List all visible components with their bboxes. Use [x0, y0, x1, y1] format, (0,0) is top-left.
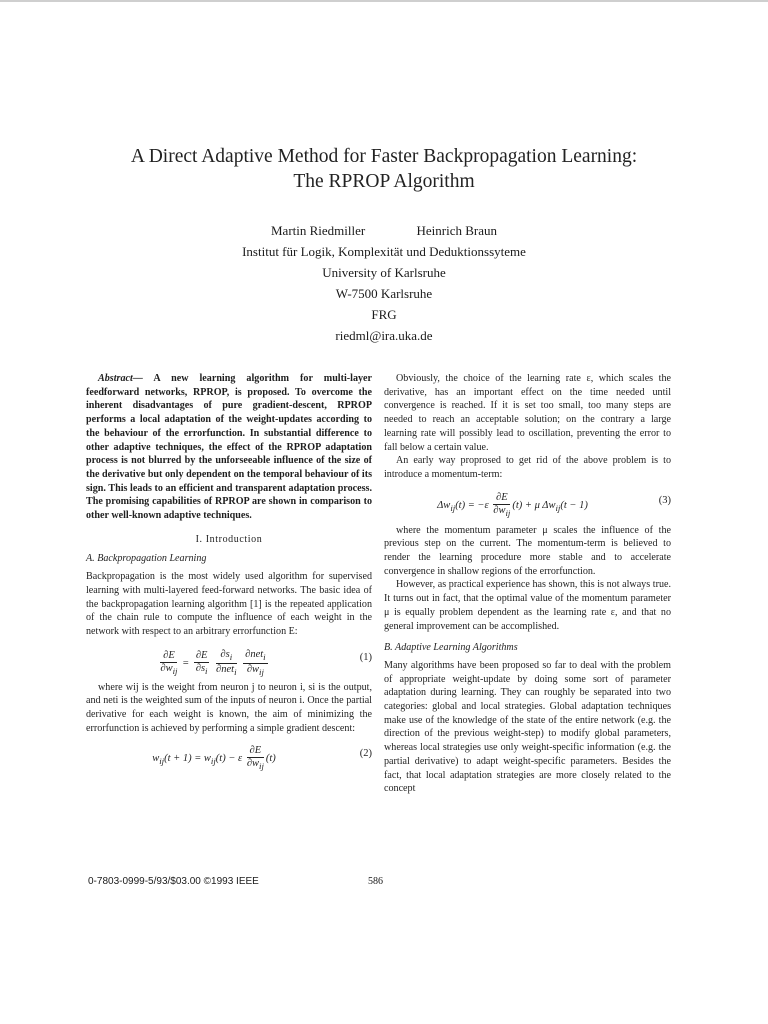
right-paragraph-4: However, as practical experience has shown, this is not always true. It turns out in fact, that the optimal value of the momentum parameter μ is equally problem dependent as the learning rate ε, and that no general improvement can be accomplished.	[384, 579, 671, 632]
equation-2	[86, 739, 372, 773]
right-column	[384, 372, 671, 796]
author-2: Heinrich Braun	[416, 223, 497, 238]
equation-3-number: (3)	[658, 494, 671, 506]
top-rule	[0, 0, 768, 2]
equation-2-body: $w_{ij}(t + 1) = w_{ij}(t) - \varepsilon$ $\frac{\partial E}{\partial w_{ij}}$ (t)	[152, 745, 276, 772]
subsection-heading-backprop: A. Backpropagation Learning	[86, 553, 207, 565]
page-number: 586	[368, 876, 383, 887]
abstract	[86, 372, 372, 523]
country: FRG	[371, 307, 397, 322]
university: University of Karlsruhe	[322, 265, 446, 280]
title-line-1: A Direct Adaptive Method for Faster Backpropagation Learning:	[130, 146, 638, 167]
email: riedml@ira.uka.de	[335, 328, 433, 343]
city: W-7500 Karlsruhe	[335, 286, 433, 301]
author-names	[60, 220, 708, 241]
right-paragraph-5: Many algorithms have been proposed so far to deal with the problem of appropriate weight-update by doing some sort of parameter adaptation during learning. They can roughly be separated into two categories: global and local strategies. Global adaptation techniques make use of the knowledge of the state of the entire network (e.g. the direction of the previous weight-step) to modify global parameters, whereas local strategies use only weight-specific information (e.g. the partial derivative) to adapt weight-specific parameters. Besides the fact, that local adaptation strategies are more closely related to the concept	[384, 659, 671, 795]
equation-3	[384, 486, 671, 520]
left-column	[86, 372, 372, 777]
equation-1-body: $\frac{\partial E}{\partial w_{ij}}$ = $\frac{\partial E}{\partial s_i}$ $\frac{\partial s_i}{\partial net_i}$ $\frac{\partial net_i}{\partial w_{ij}}$	[160, 648, 266, 677]
subsection-heading-adaptive: B. Adaptive Learning Algorithms	[384, 642, 518, 654]
title-line-2: The RPROP Algorithm	[293, 171, 475, 192]
right-paragraph-1: Obviously, the choice of the learning rate ε, which scales the derivative, has an important effect on the time needed until convergence is reached. If it is set too small, too many steps are needed to reach an acceptable solution; on the contrary a large learning rate will possibly lead to oscillation, preventing the error to fall below a certain value.	[384, 373, 671, 453]
abstract-text: A new learning algorithm for multi-layer feedforward networks, RPROP, is proposed. To overcome the inherent disadvantages of pure gradient-descent, RPROP performs a local adaptation of the weight-updates according to the behaviour of the errorfunction. In substantial difference to other adaptive techniques, the effect of the RPROP adaptation process is not blurred by the unforseeable influence of the size of the derivative but only dependent on the temporal behaviour of its sign. This leads to an efficient and transparent adaptation process. The promising capabilities of RPROP are shown in comparison to other well-known adaptive techniques.	[86, 373, 372, 522]
intro-paragraph-1: Backpropagation is the most widely used algorithm for supervised learning with multi-layered feed-forward networks. The basic idea of the backpropagation learning algorithm [1] is the repeated application of the chain rule to compute the influence of each weight in the network with respect to an arbitrary errorfunction E:	[86, 571, 372, 637]
equation-1-number: (1)	[359, 651, 372, 663]
footer-isbn: 0-7803-0999-5/93/$03.00 ©1993 IEEE	[88, 876, 259, 887]
equation-1	[86, 643, 372, 677]
intro-paragraph-2: where wij is the weight from neuron j to neuron i, si is the output, and neti is the weighted sum of the inputs of neuron i. Once the partial derivative for each weight is known, the aim of minimizing the errorfunction is achieved by performing a simple gradient descent:	[86, 681, 372, 734]
affiliation: Institut für Logik, Komplexität und Deduktionssyteme	[242, 244, 526, 259]
equation-3-body: $\Delta w_{ij}(t) = -\varepsilon$ $\frac{\partial E}{\partial w_{ij}}$ (t) + μ $\Delta w_{ij}(t - 1)$	[437, 491, 588, 518]
section-heading-introduction: I. Introduction	[195, 533, 263, 545]
equation-2-number: (2)	[359, 748, 372, 760]
right-paragraph-3: where the momentum parameter μ scales the influence of the previous step on the current. The momentum-term is believed to render the learning procedure more stable and to accelerate convergence in shallow regions of the errorfunction.	[384, 524, 671, 577]
right-paragraph-2: An early way proprosed to get rid of the above problem is to introduce a momentum-term:	[384, 455, 671, 480]
paper-title	[60, 144, 708, 194]
author-block	[60, 220, 708, 346]
abstract-lead: Abstract—	[98, 373, 143, 384]
author-1: Martin Riedmiller	[271, 223, 366, 238]
